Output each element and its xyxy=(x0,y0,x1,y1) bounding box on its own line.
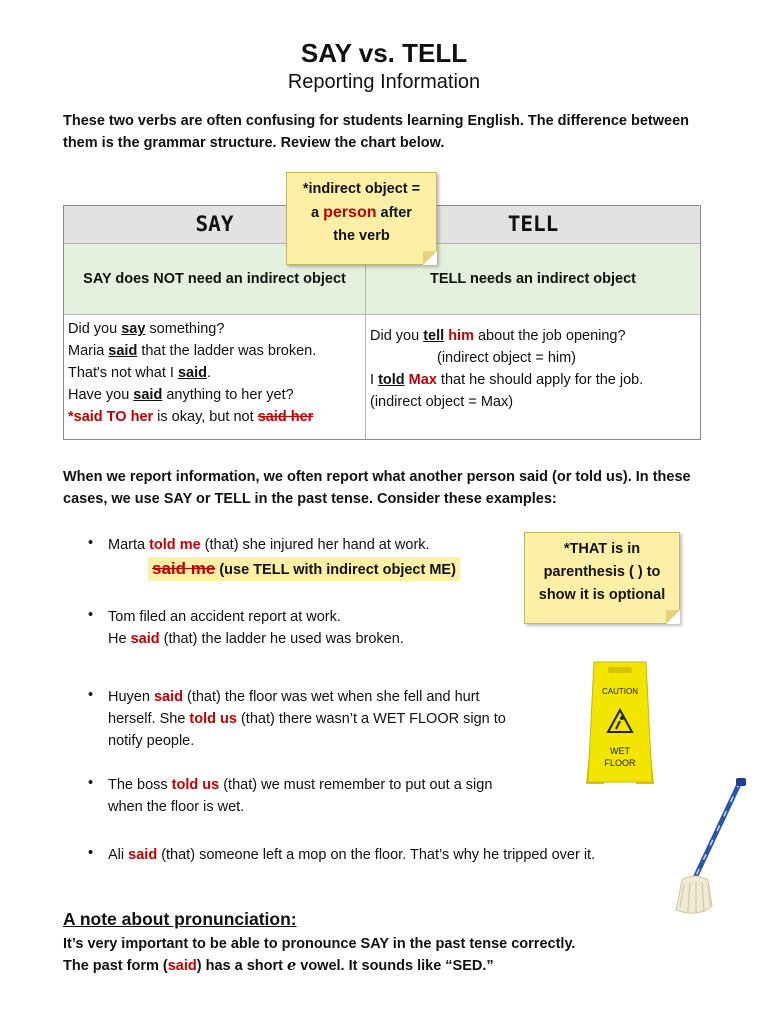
bullet-icon: • xyxy=(88,607,94,623)
wet-floor-sign-icon xyxy=(584,658,656,788)
mop-icon xyxy=(664,776,748,924)
example-4: The boss told us (that) we must remember to put out a sign when the floor is wet. xyxy=(108,777,493,815)
example-5: Ali said (that) someone left a mop on the floor. That’s why he tripped over it. xyxy=(108,847,596,863)
tell-header: TELL xyxy=(366,206,700,243)
say-rule: SAY does NOT need an indirect object xyxy=(64,244,365,314)
pronunciation-heading: A note about pronunciation: xyxy=(63,909,297,929)
note-fold-icon xyxy=(423,251,437,265)
page-title: SAY vs. TELL xyxy=(300,38,468,68)
example-2: Tom filed an accident report at work. He said (that) the ladder he used was broken. xyxy=(108,609,404,647)
sticky-note-indirect-object: *indirect object = a person after the verb xyxy=(286,172,437,265)
say-examples: Did you say something? Maria said that the ladder was broken. That's not what I said. Have you said anything to her yet? *said TO her is okay, but not said her xyxy=(68,321,317,425)
say-header: SAY xyxy=(64,206,365,243)
example-1: Marta told me (that) she injured her hand at work. xyxy=(108,537,430,553)
tell-examples: Did you tell him about the job opening? (indirect object = him) I told Max that he should apply for the job. (indirect object = Max) xyxy=(370,328,644,410)
bullet-icon: • xyxy=(88,775,94,791)
pronunciation-text: It’s very important to be able to pronounce SAY in the past tense correctly. The past form (said) has a short e vowel. It sounds like “SED.” xyxy=(63,936,576,974)
sticky-note-that-optional: *THAT is in parenthesis ( ) to show it is optional xyxy=(524,532,680,624)
intro-paragraph: These two verbs are often confusing for students learning English. The difference between them is the grammar structure. Review the chart below. xyxy=(63,113,690,151)
note-fold-icon xyxy=(666,610,680,624)
bullet-icon: • xyxy=(88,535,94,551)
tell-rule: TELL needs an indirect object xyxy=(366,244,700,314)
sign-floor-text: FLOOR xyxy=(604,758,636,768)
sign-wet-text: WET xyxy=(610,746,630,756)
bullet-icon: • xyxy=(88,687,94,703)
example-3: Huyen said (that) the floor was wet when she fell and hurt herself. She told us (that) there wasn’t a WET FLOOR sign to notify people. xyxy=(108,689,506,749)
page-subtitle: Reporting Information xyxy=(287,71,481,93)
example-1-correction: said me (use TELL with indirect object ME) xyxy=(148,557,460,581)
sign-caution-text: CAUTION xyxy=(602,687,638,696)
bullet-icon: • xyxy=(88,845,94,861)
reporting-paragraph: When we report information, we often report what another person said (or told us). In these cases, we use SAY or TELL in the past tense. Consider these examples: xyxy=(63,469,691,507)
